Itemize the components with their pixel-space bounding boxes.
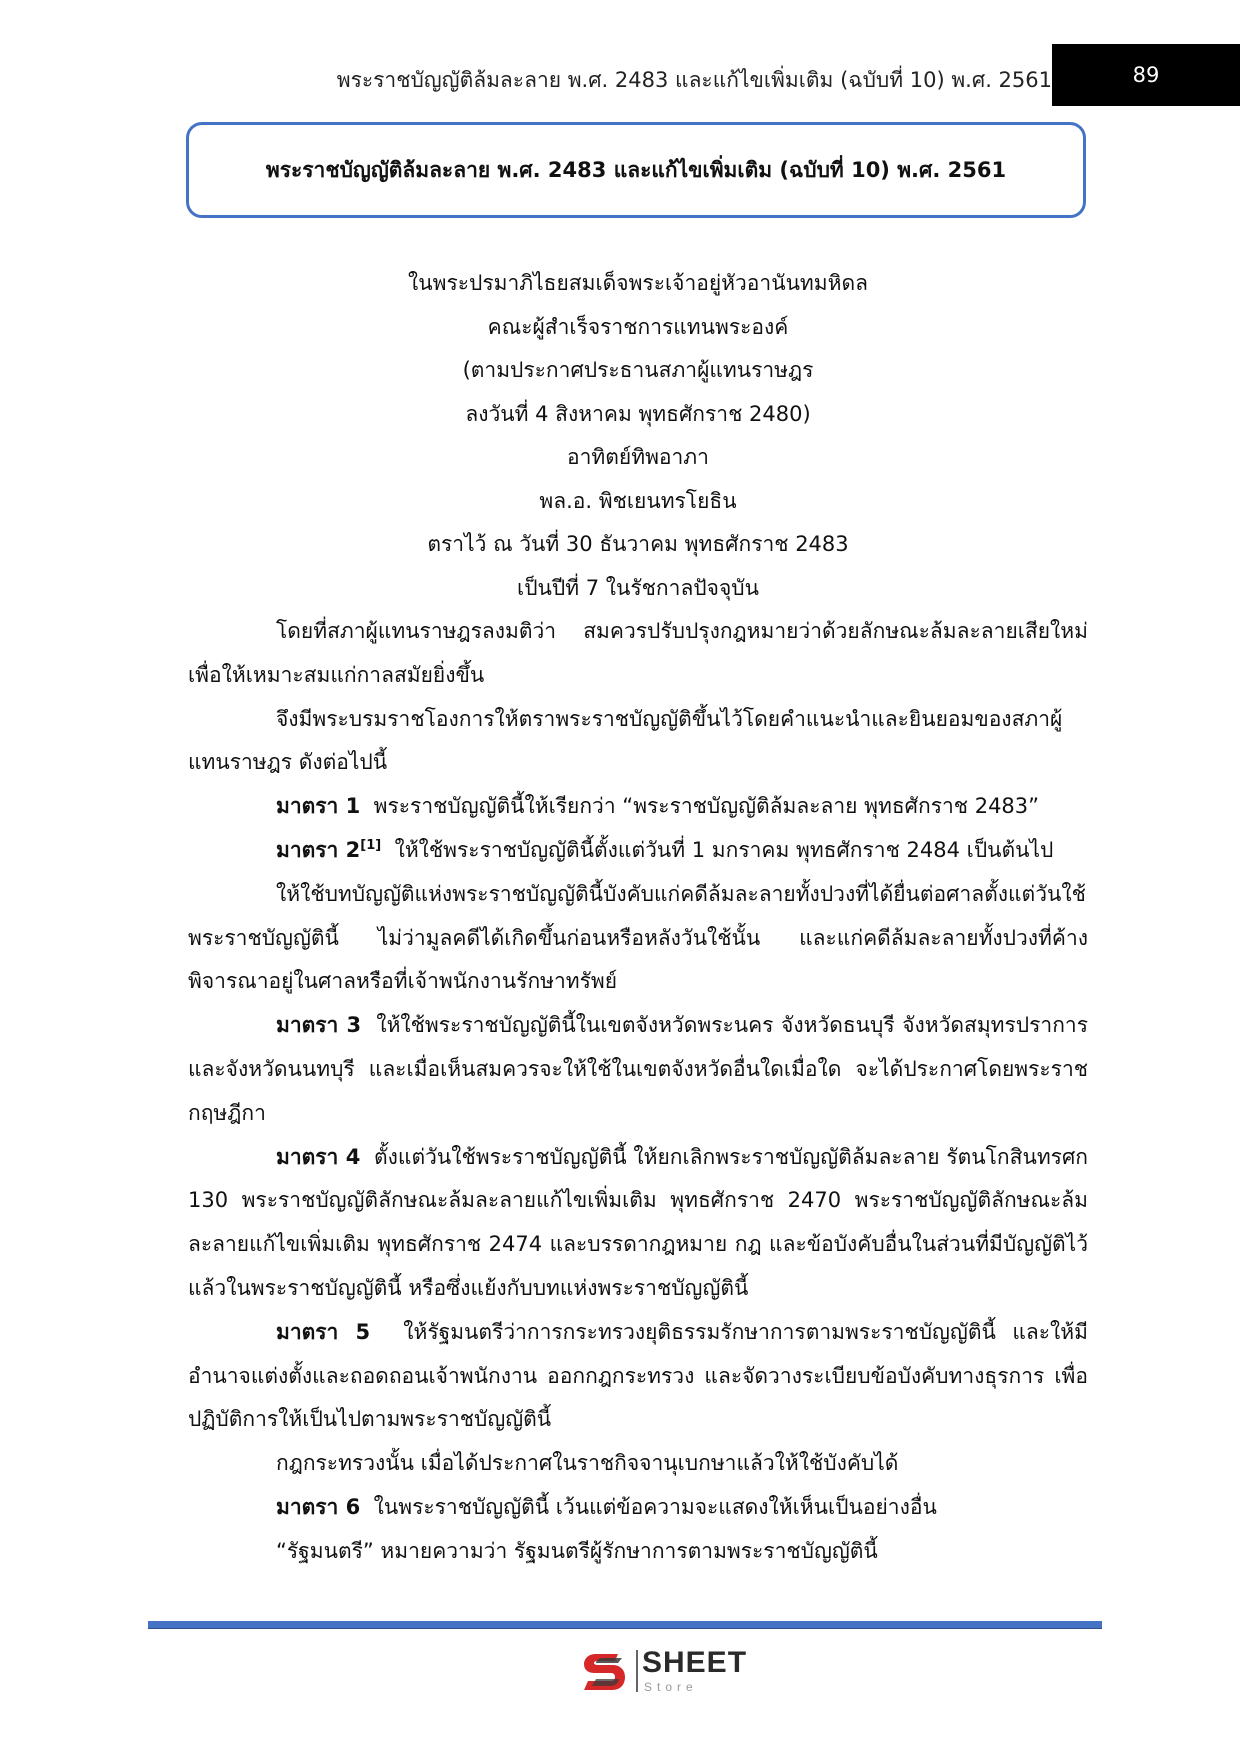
section-6-label: มาตรา 6 [276,1494,361,1519]
section-4-text: ตั้งแต่วันใช้พระราชบัญญัตินี้ ให้ยกเลิกพระราชบัญญัติล้มละลาย รัตนโกสินทรศก 130 พระราชบัญญัติลักษณะล้มละลายแก้ไขเพิ่มเติม พุทธศักราช 2470 พระราชบัญญัติลักษณะล้มละลายแก้ไขเพิ่มเติม พุทธศักราช 2474 และบรรดากฎหมาย กฎ และข้อบังคับอื่นในส่วนที่มีบัญญัติไว้แล้วในพระราชบัญญัตินี้ หรือซึ่งแย้งกับบทแห่งพระราชบัญญัตินี้ [188,1144,1088,1300]
page-number-box [1052,44,1240,106]
section-3-text: ให้ใช้พระราชบัญญัตินี้ในเขตจังหวัดพระนคร จังหวัดธนบุรี จังหวัดสมุทรปราการ และจังหวัดนนทบุรี และเมื่อเห็นสมควรจะให้ใช้ในเขตจังหวัดอื่นใดเมื่อใด จะได้ประกาศโดยพระราชกฤษฎีกา [188,1013,1088,1125]
section-5-label: มาตรา 5 [276,1319,371,1344]
section-6-text: ในพระราชบัญญัตินี้ เว้นแต่ข้อความจะแสดงให้เห็นเป็นอย่างอื่น [373,1494,937,1519]
preamble-line: พล.อ. พิชเยนทรโยธิน [539,488,737,513]
page-number: 89 [1132,63,1160,87]
paragraph-enactment: จึงมีพระบรมราชโองการให้ตราพระราชบัญญัติขึ้นไว้โดยคำแนะนำและยินยอมของสภาผู้แทนราษฎร ดังต่อไปนี้ [188,706,1063,775]
preamble-line: ในพระปรมาภิไธยสมเด็จพระเจ้าอยู่หัวอานันทมหิดล [408,271,868,295]
section-5 [188,1311,1088,1442]
section-2-text: ให้ใช้พระราชบัญญัตินี้ตั้งแต่วันที่ 1 มกราคม พุทธศักราช 2484 เป็นต้นไป [394,837,1054,862]
preamble-line: (ตามประกาศประธานสภาผู้แทนราษฎร [462,358,814,382]
preamble-line: อาทิตย์ทิพอาภา [567,445,709,469]
section-3 [188,1004,1088,1135]
section-4 [188,1136,1088,1311]
document-title: พระราชบัญญัติล้มละลาย พ.ศ. 2483 และแก้ไขเพิ่มเติม (ฉบับที่ 10) พ.ศ. 2561 [265,158,1007,182]
paragraph-whereas: โดยที่สภาผู้แทนราษฎรลงมติว่า สมควรปรับปรุงกฎหมายว่าด้วยลักษณะล้มละลายเสียใหม่ เพื่อให้เหมาะสมแก่กาลสมัยยิ่งขึ้น [188,619,1088,687]
section-2-label-text: มาตรา 2 [276,837,361,862]
preamble-line: ลงวันที่ 4 สิงหาคม พุทธศักราช 2480) [465,401,811,426]
footer-rule [148,1621,1102,1629]
logo-divider [636,1650,638,1692]
section-2 [188,829,1088,873]
sheet-store-s-logo-icon [578,1646,630,1698]
section-5-text: ให้รัฐมนตรีว่าการกระทรวงยุติธรรมรักษาการตามพระราชบัญญัตินี้ และให้มีอำนาจแต่งตั้งและถอดถอนเจ้าพนักงาน ออกกฎกระทรวง และจัดวางระเบียบข้อบังคับทางธุรการ เพื่อปฏิบัติการให้เป็นไปตามพระราชบัญญัตินี้ [188,1319,1088,1432]
preamble-line: ตราไว้ ณ วันที่ 30 ธันวาคม พุทธศักราช 2483 [427,532,849,556]
section-6 [188,1486,1088,1530]
running-header [300,60,1052,100]
running-header-title: พระราชบัญญัติล้มละลาย พ.ศ. 2483 และแก้ไขเพิ่มเติม (ฉบับที่ 10) พ.ศ. 2561 [336,68,1052,92]
section-4-label: มาตรา 4 [276,1144,361,1169]
body-text [188,610,1088,1574]
section-1-label: มาตรา 1 [276,794,361,819]
sheet-store-logo [578,1644,758,1700]
preamble [188,262,1088,610]
title-box [186,122,1086,218]
section-1-text: พระราชบัญญัตินี้ให้เรียกว่า “พระราชบัญญัติล้มละลาย พุทธศักราช 2483” [373,794,1040,819]
footnote-ref[interactable]: [1] [360,837,382,853]
section-1 [188,785,1088,829]
preamble-line: คณะผู้สำเร็จราชการแทนพระองค์ [487,314,789,339]
section-3-label: มาตรา 3 [276,1013,362,1038]
section-2-paragraph-2: ให้ใช้บทบัญญัติแห่งพระราชบัญญัตินี้บังคับแก่คดีล้มละลายทั้งปวงที่ได้ยื่นต่อศาลตั้งแต่วันใช้พระราชบัญญัตินี้ ไม่ว่ามูลคดีได้เกิดขึ้นก่อนหรือหลังวันใช้นั้น และแก่คดีล้มละลายทั้งปวงที่ค้างพิจารณาอยู่ในศาลหรือที่เจ้าพนักงานรักษาทรัพย์ [188,881,1088,994]
section-2-label [276,838,381,862]
preamble-line: เป็นปีที่ 7 ในรัชกาลปัจจุบัน [517,575,759,600]
logo-wordmark: SHEET [642,1646,748,1679]
section-6-definition: “รัฐมนตรี” หมายความว่า รัฐมนตรีผู้รักษาการตามพระราชบัญญัตินี้ [276,1538,878,1563]
logo-subtext: Store [644,1680,698,1694]
section-5-paragraph-2: กฎกระทรวงนั้น เมื่อได้ประกาศในราชกิจจานุเบกษาแล้วให้ใช้บังคับได้ [276,1451,899,1476]
